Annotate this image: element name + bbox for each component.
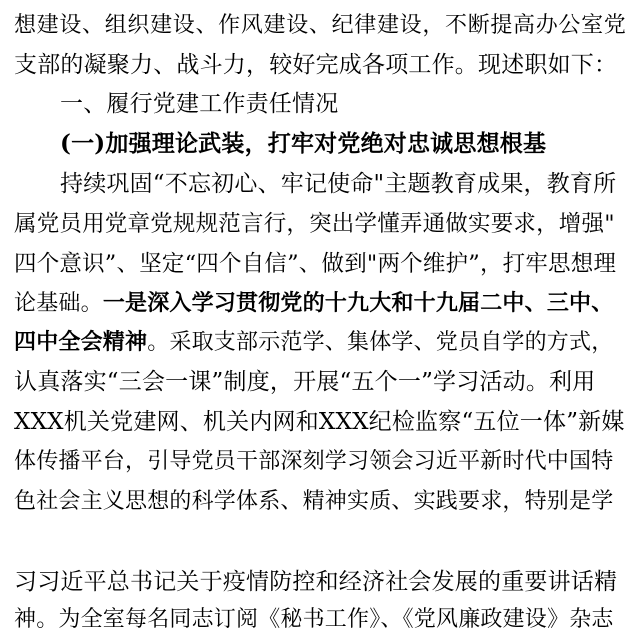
section-heading: 一、履行党建工作责任情况 <box>60 91 339 117</box>
text-line-8 <box>14 283 626 323</box>
text-line-6: 属党员用党章党规规范言行，突出学懂弄通做实要求，增强" <box>14 211 615 237</box>
text-line-9-bold: 四中全会精神 <box>14 329 148 355</box>
text-line-14: 习习近平总书记关于疫情防控和经济社会发展的重要讲话精 <box>14 569 618 595</box>
text-line-8-plain: 论基础。 <box>14 291 103 316</box>
text-line-15: 神。为全室每名同志订阅《秘书工作》、《党风廉政建设》杂志 <box>14 607 614 632</box>
text-line-13: 色社会主义思想的科学体系、精神实质、实践要求，特别是学 <box>14 489 614 514</box>
subsection-heading: (一)加强理论武装，打牢对党绝对忠诚思想根基 <box>60 130 547 157</box>
text-line-11: XXX机关党建网、机关内网和XXX纪检监察“五位一体”新媒 <box>14 409 625 435</box>
text-line-9-plain: 。采取支部示范学、集体学、党员自学的方式， <box>147 330 614 355</box>
text-line-9 <box>14 322 626 362</box>
text-line-2: 支部的凝聚力、战斗力，较好完成各项工作。现述职如下： <box>14 52 618 78</box>
text-line-7: 四个意识”、坚定“四个自信”、做到"两个维护”，打牢思想理 <box>14 251 617 277</box>
text-line-1: 想建设、组织建设、作风建设、纪律建设，不断提高办公室党 <box>14 13 626 38</box>
text-line-5: 持续巩固“不忘初心、牢记使命"主题教育成果，教育所 <box>60 171 617 197</box>
text-line-10: 认真落实“三会一课”制度，开展“五个一”学习活动。利用 <box>14 369 596 395</box>
text-line-8-bold: 一是深入学习贯彻党的十九大和十九届二中、三中、 <box>102 290 614 316</box>
text-line-12: 体传播平台，引导党员干部深刻学习领会习近平新时代中国特 <box>14 449 614 474</box>
